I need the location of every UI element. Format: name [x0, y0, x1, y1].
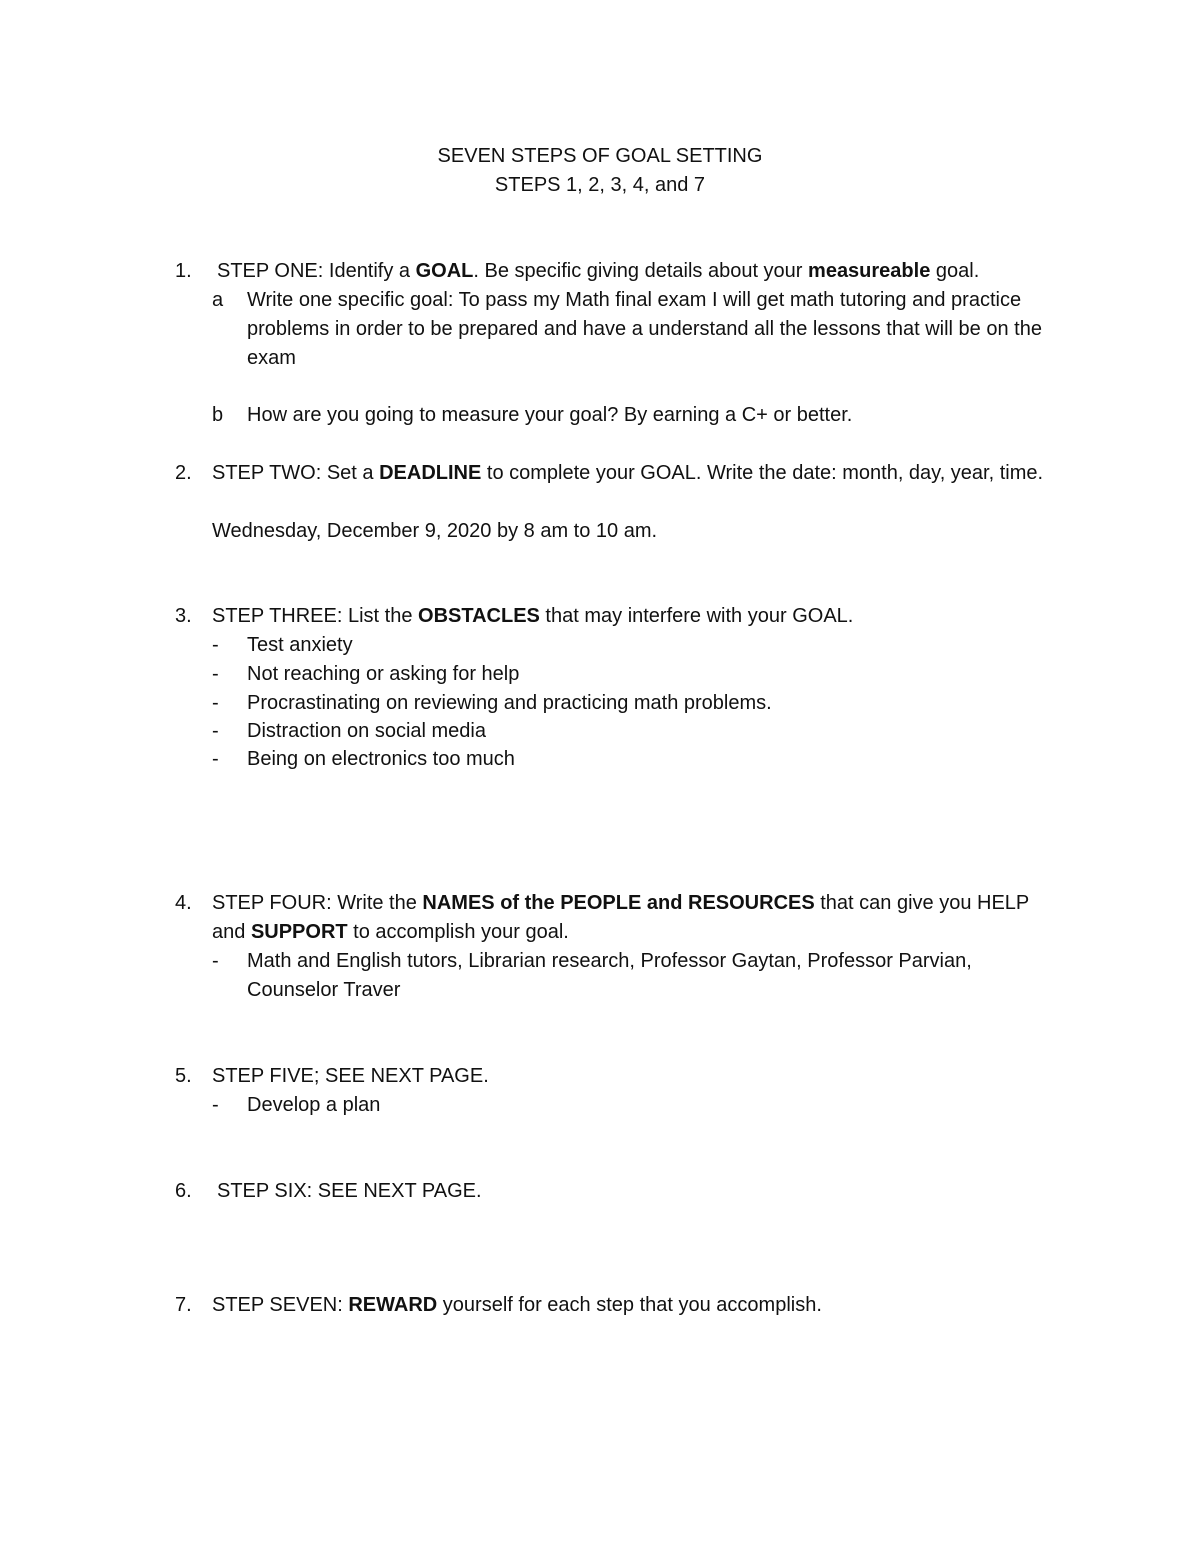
bullet-dash: - — [212, 1094, 219, 1116]
obstacle-text: Test anxiety — [247, 634, 353, 656]
bullet-dash: - — [212, 720, 219, 742]
step-heading: STEP SEVEN: REWARD yourself for each step that you accomplish. — [212, 1294, 822, 1316]
document-title: SEVEN STEPS OF GOAL SETTING — [437, 145, 763, 167]
document-subtitle: STEPS 1, 2, 3, 4, and 7 — [494, 174, 706, 196]
bullet-dash: - — [212, 748, 219, 770]
step-number: 7. — [175, 1294, 192, 1316]
bullet-dash: - — [212, 950, 219, 972]
step-heading: STEP THREE: List the OBSTACLES that may interfere with your GOAL. — [212, 605, 854, 627]
item-marker: b — [212, 404, 224, 426]
step-heading: STEP ONE: Identify a GOAL. Be specific giving details about your measureable goal. — [217, 260, 980, 282]
step-number: 4. — [175, 892, 192, 914]
measure-text: How are you going to measure your goal? By earning a C+ or better. — [247, 404, 853, 426]
bullet-dash: - — [212, 692, 219, 714]
step-number: 1. — [175, 260, 192, 282]
step-number: 6. — [175, 1180, 192, 1202]
obstacle-text: Not reaching or asking for help — [247, 663, 520, 685]
step-number: 2. — [175, 462, 192, 484]
obstacle-text: Distraction on social media — [247, 720, 486, 742]
goal-text: Write one specific goal: To pass my Math final exam I will get math tutoring and practice problems in order to be prepared and have a understand all the lessons that will be on the exam — [247, 289, 1042, 369]
obstacle-text: Procrastinating on reviewing and practicing math problems. — [247, 692, 772, 714]
step-heading: STEP FOUR: Write the NAMES of the PEOPLE and RESOURCES that can give you HELP and SUPPORT to accomplish your goal. — [212, 892, 1029, 943]
item-marker: a — [212, 289, 224, 311]
support-text: Math and English tutors, Librarian research, Professor Gaytan, Professor Parvian, Counselor Traver — [247, 950, 972, 1001]
step-number: 5. — [175, 1065, 192, 1087]
step-number: 3. — [175, 605, 192, 627]
bullet-dash: - — [212, 663, 219, 685]
step-heading: STEP TWO: Set a DEADLINE to complete your GOAL. Write the date: month, day, year, time. — [212, 462, 1044, 484]
plan-text: Develop a plan — [247, 1094, 381, 1116]
step-heading: STEP FIVE; SEE NEXT PAGE. — [212, 1065, 489, 1087]
bullet-dash: - — [212, 634, 219, 656]
obstacle-text: Being on electronics too much — [247, 748, 515, 770]
deadline-text: Wednesday, December 9, 2020 by 8 am to 10 am. — [212, 520, 658, 542]
step-heading: STEP SIX: SEE NEXT PAGE. — [217, 1180, 482, 1202]
